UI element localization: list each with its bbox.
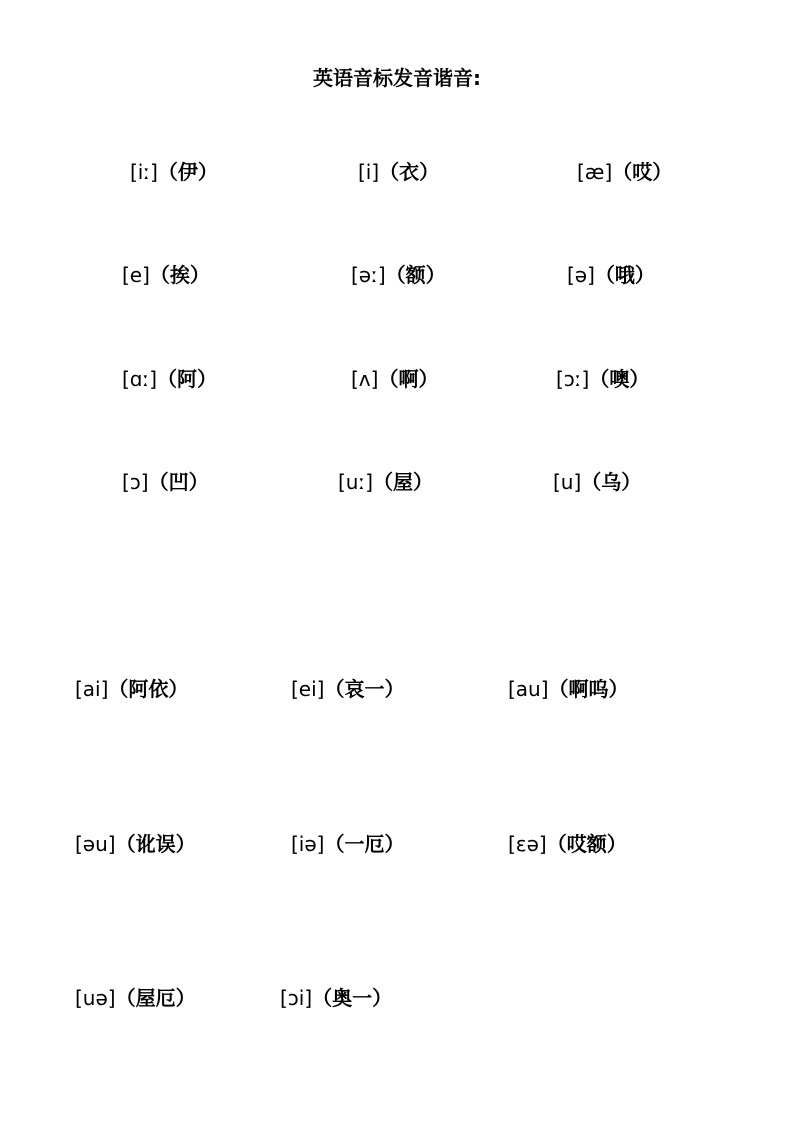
- diphthong-item: [291, 676, 404, 702]
- chinese-hint: （哎额）: [546, 832, 627, 856]
- vowel-item: [122, 366, 217, 392]
- ipa-symbol: [ɔː]: [556, 367, 590, 391]
- chinese-hint: （哦）: [594, 263, 655, 287]
- vowel-item: [358, 159, 439, 185]
- vowel-item: [130, 159, 218, 185]
- chinese-hint: （阿依）: [108, 677, 189, 701]
- vowel-item: [338, 469, 433, 495]
- diphthong-item: [291, 831, 404, 857]
- diphthong-item: [280, 985, 392, 1011]
- ipa-symbol: [ai]: [75, 677, 109, 701]
- vowel-item: [567, 262, 655, 288]
- diphthong-item: [508, 831, 627, 857]
- ipa-symbol: [ɔ]: [122, 470, 149, 494]
- chinese-hint: （凹）: [148, 470, 209, 494]
- chinese-hint: （讹误）: [115, 832, 196, 856]
- chinese-hint: （哎）: [612, 160, 673, 184]
- chinese-hint: （乌）: [581, 470, 642, 494]
- ipa-symbol: [əu]: [75, 832, 116, 856]
- ipa-symbol: [uː]: [338, 470, 374, 494]
- chinese-hint: （挨）: [149, 263, 210, 287]
- chinese-hint: （噢）: [589, 367, 650, 391]
- diphthong-item: [508, 676, 629, 702]
- ipa-symbol: [ɔi]: [280, 986, 313, 1010]
- page-title: 英语音标发音谐音:: [313, 66, 481, 90]
- ipa-symbol: [ei]: [291, 677, 325, 701]
- chinese-hint: （哀一）: [324, 677, 405, 701]
- vowel-item: [351, 262, 446, 288]
- vowel-item: [556, 366, 649, 392]
- ipa-symbol: [ʌ]: [351, 367, 379, 391]
- ipa-symbol: [au]: [508, 677, 549, 701]
- chinese-hint: （啊呜）: [548, 677, 629, 701]
- chinese-hint: （衣）: [379, 160, 440, 184]
- vowel-item: [553, 469, 641, 495]
- vowel-item: [351, 366, 438, 392]
- chinese-hint: （一厄）: [324, 832, 405, 856]
- ipa-symbol: [uə]: [75, 986, 116, 1010]
- diphthong-item: [75, 831, 196, 857]
- ipa-symbol: [iː]: [130, 160, 158, 184]
- ipa-symbol: [ə]: [567, 263, 595, 287]
- ipa-symbol: [i]: [358, 160, 380, 184]
- chinese-hint: （阿）: [157, 367, 218, 391]
- vowel-item: [122, 469, 209, 495]
- ipa-symbol: [u]: [553, 470, 582, 494]
- ipa-symbol: [əː]: [351, 263, 386, 287]
- chinese-hint: （奥一）: [312, 986, 393, 1010]
- chinese-hint: （伊）: [157, 160, 218, 184]
- ipa-symbol: [ɑː]: [122, 367, 158, 391]
- chinese-hint: （屋）: [373, 470, 434, 494]
- chinese-hint: （屋厄）: [115, 986, 196, 1010]
- diphthong-item: [75, 676, 188, 702]
- chinese-hint: （啊）: [378, 367, 439, 391]
- ipa-symbol: [æ]: [577, 160, 613, 184]
- vowel-item: [122, 262, 210, 288]
- chinese-hint: （额）: [385, 263, 446, 287]
- ipa-symbol: [e]: [122, 263, 150, 287]
- ipa-symbol: [iə]: [291, 832, 325, 856]
- ipa-symbol: [εə]: [508, 832, 547, 856]
- diphthong-item: [75, 985, 196, 1011]
- vowel-item: [577, 159, 672, 185]
